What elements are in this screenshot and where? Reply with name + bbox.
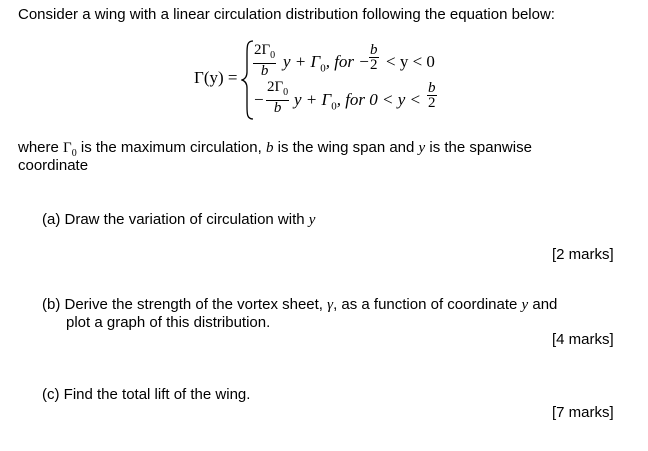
case2-expression: $y + \Gamma_0$, for 0 < y <: [294, 90, 422, 113]
part-a-marks: [2 marks]: [552, 246, 614, 263]
question-part-b: (b) Derive the strength of the vortex sheet, γ, as a function of coordinate y and: [42, 296, 558, 313]
question-part-c: (c) Find the total lift of the wing.: [42, 386, 251, 403]
part-b-marks: [4 marks]: [552, 331, 614, 348]
case1-condition-fraction: $\frac{b}{2}$: [370, 42, 378, 73]
case1-condition: < y < 0: [386, 52, 435, 71]
case1-expression: $y + \Gamma_0$, for −: [283, 52, 370, 75]
question-part-b-continued: plot a graph of this distribution.: [66, 314, 271, 331]
where-clause: where $\Gamma_0$ is the maximum circulation, b is the wing span and y is the spanwise: [18, 139, 532, 159]
case1-fraction: $\frac{2\Gamma_0}{b}$: [254, 42, 276, 79]
question-part-a: (a) Draw the variation of circulation with y: [42, 211, 316, 228]
case2-condition-fraction: $\frac{b}{2}$: [428, 80, 436, 111]
case2-fraction: $\frac{2\Gamma_0}{b}$: [267, 79, 289, 116]
where-clause-continued: coordinate: [18, 157, 89, 174]
part-c-marks: [7 marks]: [552, 404, 614, 421]
case2-minus-sign: −: [254, 90, 264, 109]
equation-lhs: Γ(y) =: [194, 68, 238, 87]
intro-text: Consider a wing with a linear circulation distribution following the equation below:: [18, 6, 555, 23]
